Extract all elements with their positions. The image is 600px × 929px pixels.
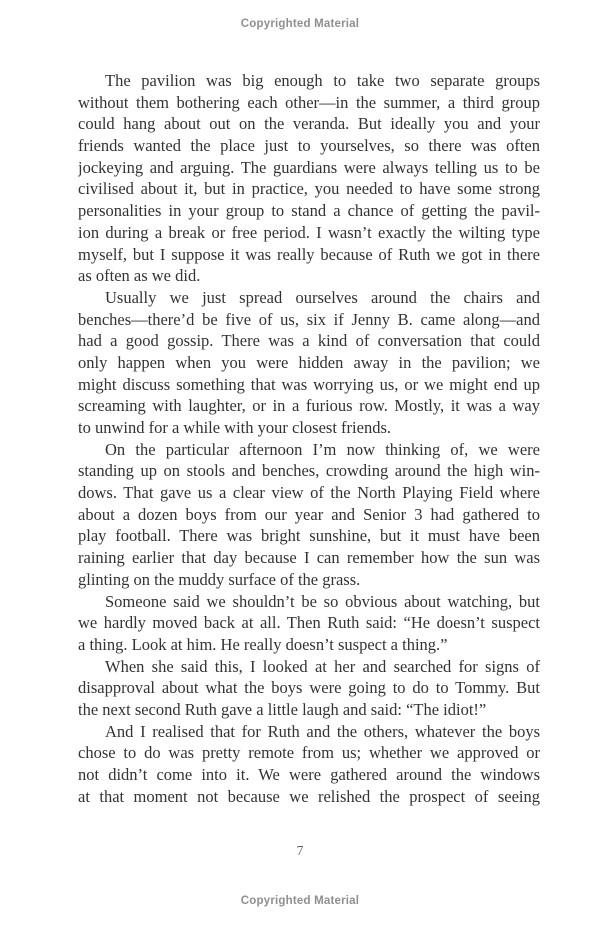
text-line: we hardly moved back at all. Then Ruth said: “He doesn’t suspect [78,613,540,633]
text-line: a thing. Look at him. He really doesn’t suspect a thing.” [78,634,448,654]
page-number: 7 [296,843,304,858]
paragraph [78,439,540,591]
text-line: Someone said we shouldn’t be so obvious about watching, but [105,591,540,611]
text-line: glinting on the muddy surface of the grass. [78,569,361,589]
text-line: not didn’t come into it. We were gathered around the windows [78,765,540,784]
text-line: without them bothering each other—in the summer, a third group [78,92,540,112]
text-line: dows. That gave us a clear view of the North Playing Field where [78,483,540,503]
page-body-text [78,70,540,807]
paragraph [78,591,540,656]
text-line: the next second Ruth gave a little laugh and said: “The idiot!” [78,699,487,719]
text-line: about a dozen boys from our year and Senior 3 had gathered to [78,504,540,524]
text-line: myself, but I suppose it was really because of Ruth we got in there [78,244,540,264]
text-line: only happen when you were hidden away in the pavilion; we [78,352,540,372]
text-line: might discuss something that was worrying us, or we might end up [78,374,540,394]
text-line: friends wanted the place just to yourselves, so there was often [78,136,540,156]
text-line: to unwind for a while with your closest friends. [78,418,391,437]
text-line: had a good gossip. There was a kind of conversation that could [78,331,540,351]
text-line: ion during a break or free period. I wasn’t exactly the wilting type [78,222,540,242]
text-line: as often as we did. [78,266,201,286]
copyright-header: Copyrighted Material [240,18,360,30]
text-line: could hang about out on the veranda. But ideally you and your [78,114,540,134]
text-line: civilised about it, but in practice, you needed to have some strong [78,179,540,199]
text-line: jockeying and arguing. The guardians were always telling us to be [78,157,540,177]
text-line: When she said this, I looked at her and searched for signs of [105,656,540,676]
paragraph [78,287,540,439]
text-line: The pavilion was big enough to take two separate groups [105,71,540,90]
text-line: screaming with laughter, or in a furious row. Mostly, it was a way [78,396,540,416]
text-line: chose to do was pretty remote from us; whether we approved or [78,743,540,763]
text-line: Usually we just spread ourselves around the chairs and [105,287,540,307]
text-line: On the particular afternoon I’m now thinking of, we were [105,439,540,459]
paragraph [78,70,540,287]
text-line: And I realised that for Ruth and the others, whatever the boys [105,721,540,741]
text-line: disapproval about what the boys were going to do to Tommy. But [78,678,540,698]
text-line: raining earlier that day because I can remember how the sun was [78,548,540,568]
paragraph [78,721,540,808]
text-line: play football. There was bright sunshine, but it must have been [78,526,540,546]
copyright-footer: Copyrighted Material [240,895,360,907]
text-line: personalities in your group to stand a chance of getting the pavil- [78,201,540,221]
text-line: at that moment not because we relished the prospect of seeing [78,786,540,806]
text-line: standing up on stools and benches, crowding around the high win- [78,461,540,481]
text-line: benches—there’d be five of us, six if Jenny B. came along—and [78,309,540,329]
paragraph [78,656,540,721]
